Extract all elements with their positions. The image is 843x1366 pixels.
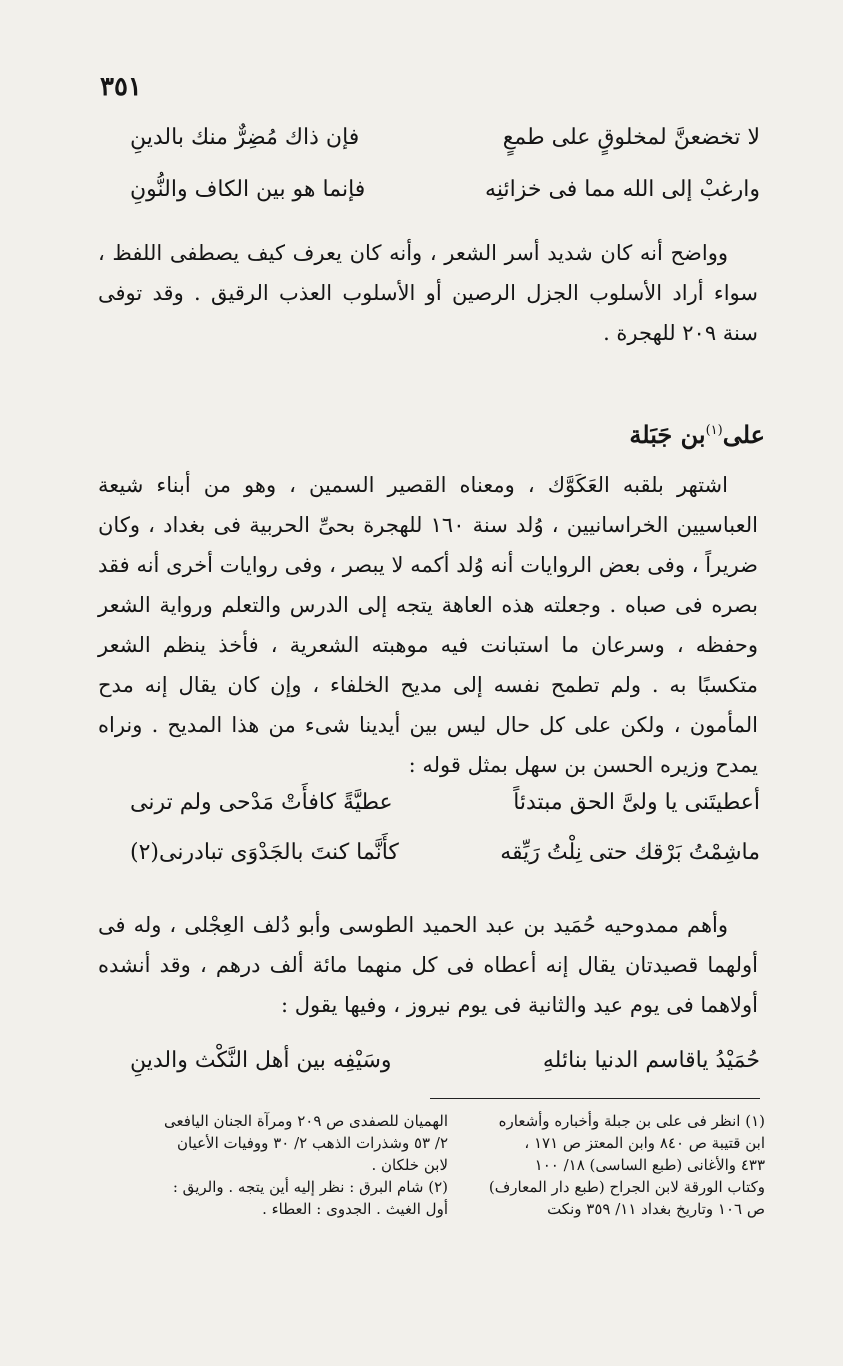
footnote-line: ابن قتيبة ص ٨٤٠ وابن المعتز ص ١٧١ ،: [524, 1134, 765, 1152]
verse-first-hemistich: وارغبْ إلى الله مما فى خزائنِه: [485, 177, 760, 202]
footnote-column-right: [480, 1110, 765, 1220]
footnote-line: ٢/ ٥٣ وشذرات الذهب ٢/ ٣٠ ووفيات الأعيان: [176, 1134, 448, 1152]
footnote-line: أول الغيث . الجدوى : العطاء .: [262, 1200, 448, 1218]
footnote-line: ٤٣٣ والأغانى (طبع الساسى) ١٨/ ١٠٠: [534, 1156, 765, 1174]
verse-second-hemistich: كأَنَّما كنتَ بالجَدْوَى تبادرنى(٢): [130, 840, 399, 865]
footnote-line: لابن خلكان .: [371, 1156, 448, 1174]
verse-first-hemistich: حُمَيْدُ ياقاسم الدنيا بنائلهِ: [542, 1048, 760, 1073]
footnote-divider: [430, 1098, 760, 1099]
footnote-ref-1: (١): [705, 423, 723, 438]
verse-second-hemistich: فإنما هو بين الكاف والنُّونِ: [130, 177, 366, 202]
verse-line: [130, 177, 760, 217]
footnote-line: (٢) شام البرق : نظر إليه أين يتجه . والريق :: [172, 1178, 448, 1196]
verse-line: [130, 125, 760, 165]
verse-first-hemistich: أعطيتَنى يا ولىَّ الحق مبتدئاً: [513, 790, 760, 815]
section-heading: [629, 420, 765, 449]
heading-first-word: على: [722, 420, 765, 449]
verse-line: [130, 1048, 760, 1088]
verse-second-hemistich: فإن ذاك مُضِرٌّ منك بالدينِ: [130, 125, 360, 150]
paragraph-patrons: [98, 905, 758, 1025]
paragraph-biography: [98, 465, 758, 785]
paragraph-text: وأهم ممدوحيه حُمَيد بن عبد الحميد الطوسى وأبو دُلف العِجْلى ، وله فى أولهما قصيدتان يقال إنه أعطاه فى كل منهما مائة ألف درهم ، وقد أنشده أولاهما فى يوم عيد والثانية فى يوم نيروز ، وفيها يقول :: [98, 913, 758, 1017]
paragraph-text: اشتهر بلقبه العَكَوَّك ، ومعناه القصير السمين ، وهو من أبناء شيعة العباسيين الخراسانيين ، وُلد سنة ١٦٠ للهجرة بحىِّ الحربية فى بغداد ، وكان ضريراً ، وفى بعض الروايات أنه وُلد أكمه لا يبصر ، وفى روايات أخرى أنه فقد بصره فى صباه . وجعلته هذه العاهة يتجه إلى الدرس والتعلم ورواية الشعر وحفظه ، وسرعان ما استبانت فيه موهبته الشعرية ، فأخذ ينظم الشعر متكسبًا به . ولم تطمح نفسه إلى مديح الخلفاء ، وإن كان يقال إنه مدح المأمون ، ولكن على كل حال ليس بين أيدينا شىء من هذا المديح . ونراه يمدح وزيره الحسن بن سهل بمثل قوله :: [98, 473, 758, 777]
footnote-line: ص ١٠٦ وتاريخ بغداد ١١/ ٣٥٩ ونكت: [547, 1200, 765, 1218]
footnote-line: الهميان للصفدى ص ٢٠٩ ومرآة الجنان اليافعى: [164, 1112, 448, 1130]
footnote-line: وكتاب الورقة لابن الجراح (طبع دار المعارف): [488, 1178, 765, 1196]
footnote-line: (١) انظر فى على بن جبلة وأخباره وأشعاره: [498, 1112, 765, 1130]
verse-first-hemistich: لا تخضعنَّ لمخلوقٍ على طمعٍ: [502, 125, 760, 150]
footnote-column-left: [118, 1110, 448, 1220]
verse-first-hemistich: ماشِمْتُ بَرْقك حتى نِلْتُ رَيِّقه: [500, 840, 760, 865]
verse-line: [130, 840, 760, 880]
verse-second-hemistich: وسَيْفِه بين أهل النَّكْث والدينِ: [130, 1048, 392, 1073]
paragraph-death-note: [98, 233, 758, 353]
page-number: ٣٥١: [100, 72, 142, 102]
paragraph-text: وواضح أنه كان شديد أسر الشعر ، وأنه كان يعرف كيف يصطفى اللفظ ، سواء أراد الأسلوب الجزل الرصين أو الأسلوب العذب الرقيق . وقد توفى سنة ٢٠٩ للهجرة .: [98, 241, 758, 345]
verse-line: [130, 790, 760, 830]
heading-rest: بن جَبَلة: [629, 420, 706, 449]
verse-second-hemistich: عطيَّةً كافأَتْ مَدْحى ولم ترنى: [130, 790, 393, 815]
